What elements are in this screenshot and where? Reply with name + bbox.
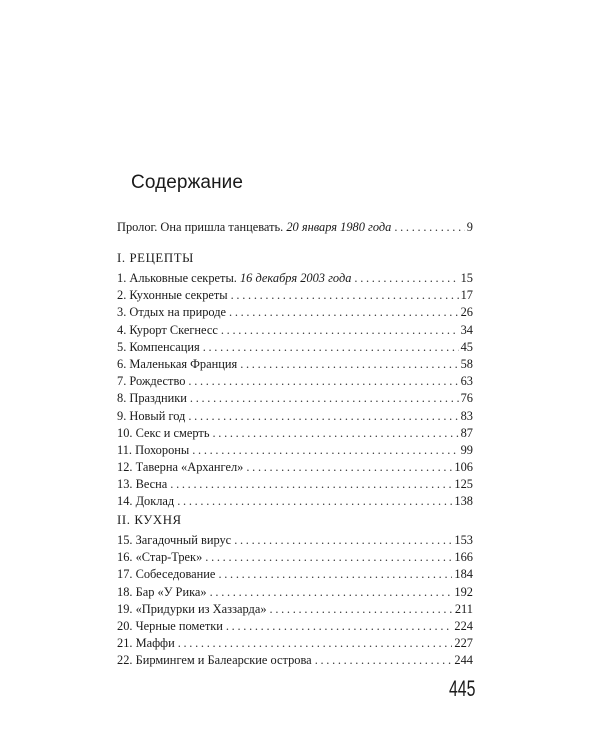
dot-leader <box>210 584 453 601</box>
dot-leader <box>177 493 452 510</box>
toc-page-number: 87 <box>460 425 473 440</box>
toc-page-number: 26 <box>460 305 473 320</box>
toc-entry-title: Пролог. Она пришла танцевать. 20 января 1980 года <box>117 220 392 234</box>
toc-page-number: 211 <box>454 601 473 616</box>
toc-page-number: 34 <box>460 322 473 337</box>
part-1-entries <box>117 270 473 511</box>
toc-entry-title: 10. Секс и смерть <box>117 425 210 440</box>
toc-entry <box>117 270 473 287</box>
toc-page-number: 99 <box>460 442 473 457</box>
dot-leader <box>240 356 458 373</box>
dot-leader <box>221 322 459 339</box>
toc-entry-title: 13. Весна <box>117 477 168 492</box>
toc-entry-title: 17. Собеседование <box>117 567 216 582</box>
toc-entry-title: 4. Курорт Скегнесс <box>117 322 218 337</box>
toc-entry-title: 21. Маффи <box>117 636 175 651</box>
toc-page-number: 224 <box>454 618 473 633</box>
toc-entry-title: 3. Отдых на природе <box>117 305 227 320</box>
toc-page-number: 125 <box>454 477 473 492</box>
toc-entry-date: 20 января 1980 года <box>286 220 392 234</box>
dot-leader <box>354 270 458 287</box>
toc-entry-title: 12. Таверна «Архангел» <box>117 460 244 475</box>
dot-leader <box>234 532 452 549</box>
toc-entry-title: 2. Кухонные секреты <box>117 288 228 303</box>
toc-page-number: 106 <box>454 460 473 475</box>
toc-entry <box>117 356 473 373</box>
toc-entry-title: 8. Праздники <box>117 391 187 406</box>
dot-leader <box>205 549 452 566</box>
toc-entry <box>117 493 473 510</box>
page-number-folio: 445 <box>449 676 476 701</box>
dot-leader <box>218 566 452 583</box>
dot-leader <box>203 339 459 356</box>
toc-entry-prologue <box>117 219 473 236</box>
dot-leader <box>170 476 452 493</box>
part-2-block <box>117 512 473 670</box>
toc-entry-date: 16 декабря 2003 года <box>239 271 352 285</box>
toc-entry-title: 15. Загадочный вирус <box>117 533 232 547</box>
dot-leader <box>315 652 453 669</box>
dot-leader <box>188 408 458 425</box>
toc-entry <box>117 287 473 304</box>
dot-leader <box>188 373 458 390</box>
toc-entry <box>117 549 473 566</box>
toc-entry-title: 14. Доклад <box>117 494 175 509</box>
toc-entry <box>117 373 473 390</box>
part-1-block <box>117 250 473 511</box>
toc-entry <box>117 618 473 635</box>
dot-leader <box>212 425 458 442</box>
toc-entry-title: 9. Новый год <box>117 408 186 423</box>
toc-entry <box>117 532 473 549</box>
part-title: II. КУХНЯ <box>117 513 182 527</box>
dot-leader <box>226 618 453 635</box>
toc-entry <box>117 425 473 442</box>
toc-entry-title: 1. Альковные секреты. 16 декабря 2003 года <box>117 271 352 285</box>
dot-leader <box>192 442 458 459</box>
dot-leader <box>270 601 453 618</box>
toc-page-number: 192 <box>454 584 473 599</box>
toc-entry <box>117 459 473 476</box>
toc-page-number: 184 <box>454 567 473 582</box>
toc-page-number: 58 <box>460 356 473 371</box>
toc-page-number: 9 <box>466 220 473 234</box>
toc-page-number: 15 <box>460 271 473 285</box>
toc-page-number: 227 <box>454 636 473 651</box>
toc-entry-title: 7. Рождество <box>117 374 186 389</box>
dot-leader <box>231 287 459 304</box>
dot-leader <box>394 219 464 236</box>
toc-page-number: 83 <box>460 408 473 423</box>
toc-entry-title: 11. Похороны <box>117 442 190 457</box>
page-title: Содержание <box>131 172 244 193</box>
toc-entry <box>117 476 473 493</box>
toc-entry <box>117 304 473 321</box>
toc-entry-title: 19. «Придурки из Хаззарда» <box>117 601 267 616</box>
toc-entry-title: 5. Компенсация <box>117 339 200 354</box>
toc-entry <box>117 390 473 407</box>
toc-entry <box>117 601 473 618</box>
toc-entry-title: 20. Черные пометки <box>117 618 223 633</box>
toc-page-number: 76 <box>460 391 473 406</box>
toc-page-number: 17 <box>460 288 473 303</box>
dot-leader <box>190 390 459 407</box>
toc-page-number: 63 <box>460 374 473 389</box>
toc-entry <box>117 566 473 583</box>
dot-leader <box>246 459 452 476</box>
toc-entry <box>117 442 473 459</box>
toc-page-number: 138 <box>454 494 473 509</box>
dot-leader <box>178 635 453 652</box>
toc-entry-title: 18. Бар «У Рика» <box>117 584 207 599</box>
part-2-entries <box>117 532 473 670</box>
toc-entry <box>117 408 473 425</box>
toc-entry-title: 6. Маленькая Франция <box>117 356 238 371</box>
toc-entry-title: 16. «Стар-Трек» <box>117 550 203 565</box>
toc-entry <box>117 322 473 339</box>
toc-entry <box>117 652 473 669</box>
prologue-block <box>117 219 473 236</box>
toc-entry <box>117 584 473 601</box>
dot-leader <box>229 304 459 321</box>
toc-page-number: 166 <box>454 550 473 565</box>
toc-page-number: 244 <box>454 653 473 668</box>
part-title: I. РЕЦЕПТЫ <box>117 251 194 265</box>
toc-entry <box>117 339 473 356</box>
toc-entry <box>117 635 473 652</box>
toc-page-number: 153 <box>454 533 473 547</box>
toc-entry-title: 22. Бирмингем и Балеарские острова <box>117 653 312 668</box>
toc-page-number: 45 <box>460 339 473 354</box>
